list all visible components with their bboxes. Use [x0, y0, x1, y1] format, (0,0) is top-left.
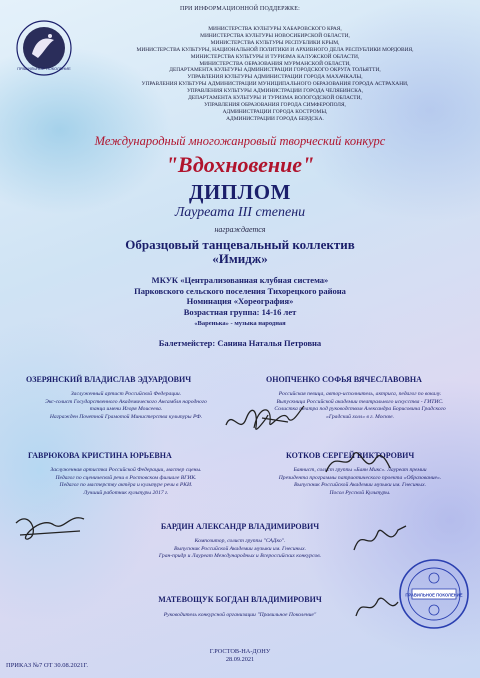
- support-line: МИНИСТЕРСТВА КУЛЬТУРЫ НОВОСИБИРСКОЙ ОБЛАСТИ,: [200, 32, 350, 39]
- laureate-degree: Лауреата III степени: [174, 205, 306, 220]
- performance-number: «Варенька» - музыка народная: [194, 320, 286, 327]
- jury-name: КОТКОВ СЕРГЕЙ ВИКТОРОВИЧ: [286, 451, 415, 460]
- signature-matevoschuk: [350, 590, 404, 624]
- order-number: ПРИКАЗ №7 ОТ 30.08.2021Г.: [6, 662, 89, 669]
- jury-desc-line: Президента программы патриотического проекта «Образование».: [278, 474, 442, 481]
- support-line: УПРАВЛЕНИЯ КУЛЬТУРЫ АДМИНИСТРАЦИИ ГОРОДА ЧЕЛЯБИНСКА,: [186, 88, 364, 95]
- signature-kotkov: [320, 444, 394, 484]
- jury-desc-line: Баянист, солист группы «Баян Микс». Лауреат премии: [293, 467, 427, 473]
- contest-title: "Вдохновение": [165, 152, 315, 177]
- jury-desc-line: Лучший работник культуры 2017 г.: [83, 489, 169, 496]
- jury-name: ОЗЕРЯНСКИЙ ВЛАДИСЛАВ ЭДУАРДОВИЧ: [26, 375, 192, 384]
- signature-bardin: [350, 520, 410, 560]
- jury-desc-line: Посол Русской Культуры.: [329, 489, 391, 496]
- support-line: ДЕПАРТАМЕНТА КУЛЬТУРЫ АДМИНИСТРАЦИИ ГОРОДСКОГО ОКРУГА ТОЛЬЯТТИ,: [169, 67, 381, 74]
- jury-description: [10, 467, 242, 497]
- jury-description: [10, 391, 242, 421]
- jury-desc-line: Педагог по сценической речи в Ростовском филиале ВГИК.: [55, 474, 197, 481]
- jury-desc-line: Выпускник Российской Академии музыки им. Гнесиных.: [174, 545, 306, 552]
- jury-name: МАТЕВОЩУК БОГДАН ВЛАДИМИРОВИЧ: [158, 595, 322, 604]
- org-line: МКУК «Централизованная клубная система»: [151, 275, 329, 285]
- recipient: [0, 238, 480, 266]
- support-line: МИНИСТЕРСТВА КУЛЬТУРЫ И ТУРИЗМА КАЛУЖСКОЙ ОБЛАСТИ,: [190, 53, 360, 60]
- support-list: [110, 26, 440, 123]
- jury-desc-line: Награжден Почетной Грамотой Министерства культуры РФ.: [49, 413, 203, 420]
- signature-gavryukova: [10, 505, 90, 547]
- jury-desc-line: Выпускник Российской Академии музыки им. Гнесиных.: [294, 482, 426, 489]
- stamp-text: ПРАВИЛЬНОЕ ПОКОЛЕНИЕ: [405, 592, 463, 598]
- footer-date: 28.09.2021: [225, 656, 255, 663]
- jury-desc-line: Экс-солист Государственного Академического Ансамбля народного: [45, 398, 207, 405]
- jury-desc-line: Солистка театра под руководством Александра Борисовича Градского: [274, 406, 446, 413]
- support-heading: ПРИ ИНФОРМАЦИОННОЙ ПОДДЕРЖКЕ:: [179, 6, 300, 12]
- jury-desc-line: Композитор, солист группы "САДко".: [194, 538, 286, 544]
- contest-name: Международный многожанровый творческий конкурс: [94, 134, 386, 148]
- jury-desc-line: Руководитель конкурсной организации "Правильное Поколение": [163, 612, 317, 618]
- jury-desc-line: Выпускница Российской академии театрального искусства - ГИТИС.: [276, 398, 444, 405]
- jury-desc-line: Заслуженный артист Российской Федерации.: [70, 391, 182, 397]
- diploma-heading: ДИПЛОМ: [189, 180, 291, 204]
- jury-name: ОНОПЧЕНКО СОФЬЯ ВЯЧЕСЛАВОВНА: [266, 375, 422, 384]
- jury-name: БАРДИН АЛЕКСАНДР ВЛАДИМИРОВИЧ: [160, 522, 320, 531]
- age-group: Возрастная группа: 14-16 лет: [183, 306, 297, 317]
- jury-desc-line: Заслуженная артистка Российской Федерации, мастер сцены.: [50, 467, 202, 473]
- jury-desc-line: Гран-придр и Лауреат Международных и Всероссийских конкурсов.: [158, 553, 322, 560]
- support-line: ДЕПАРТАМЕНТА КУЛЬТУРЫ И ТУРИЗМА ВОЛОГОДСКОЙ ОБЛАСТИ,: [188, 95, 362, 102]
- support-line: УПРАВЛЕНИЯ ОБРАЗОВАНИЯ ГОРОДА СИМФЕРОПОЛЯ,: [204, 101, 346, 108]
- support-line: АДМИНИСТРАЦИИ ГОРОДА БЕРДСКА.: [226, 115, 324, 122]
- support-line: МИНИСТЕРСТВА КУЛЬТУРЫ, НАЦИОНАЛЬНОЙ ПОЛИТИКИ И АРХИВНОГО ДЕЛА РЕСПУБЛИКИ МОРДОВИЯ,: [136, 46, 414, 53]
- organization-stamp: [398, 558, 470, 630]
- signature-onopchenko: [248, 398, 308, 438]
- recipient-name: «Имидж»: [212, 251, 268, 266]
- jury-desc-line: Педагог по мастерству актёра и культуре речи в РКИ.: [59, 482, 193, 489]
- nomination: Номинация «Хореография»: [186, 296, 294, 306]
- support-line: МИНИСТЕРСТВА КУЛЬТУРЫ ХАБАРОВСКОГО КРАЯ,: [208, 26, 342, 32]
- support-line: МИНИСТЕРСТВА КУЛЬТУРЫ РЕСПУБЛИКИ КРЫМ,: [210, 39, 340, 46]
- awarded-label: награждается: [214, 225, 266, 234]
- org-line: Парковского сельского поселения Тихорецкого района: [134, 285, 346, 296]
- support-line: АДМИНИСТРАЦИИ ГОРОДА КОСТРОМЫ,: [222, 108, 328, 115]
- jury-desc-line: «Градский холл» в г. Москве.: [326, 413, 394, 420]
- organization: [0, 275, 480, 317]
- jury-name: ГАВРЮКОВА КРИСТИНА ЮРЬЕВНА: [28, 451, 172, 460]
- jury-desc-line: Российская певица, автор-исполнитель, актриса, педагог по вокалу.: [278, 391, 442, 397]
- logo-text: ПРАВИЛЬНОЕ ПОКОЛЕНИЕ: [17, 66, 71, 71]
- footer-city: Г.РОСТОВ-НА-ДОНУ: [209, 648, 271, 655]
- jury-desc-line: танца имени Игоря Моисеева.: [89, 406, 163, 413]
- recipient-line: Образцовый танцевальный коллектив: [125, 237, 355, 252]
- support-line: УПРАВЛЕНИЯ КУЛЬТУРЫ АДМИНИСТРАЦИИ ГОРОДА МАХАЧКАЛЫ,: [187, 74, 363, 81]
- support-line: МИНИСТЕРСТВА ОБРАЗОВАНИЯ МУРМАНСКОЙ ОБЛАСТИ,: [199, 60, 351, 67]
- contest-logo: [14, 18, 74, 78]
- support-line: УПРАВЛЕНИЯ КУЛЬТУРЫ АДМИНИСТРАЦИИ МУНИЦИПАЛЬНОГО ОБРАЗОВАНИЯ ГОРОДА АСТРАХАНИ,: [141, 81, 409, 88]
- ballet-master: Балетмейстер: Санина Наталья Петровна: [158, 338, 322, 348]
